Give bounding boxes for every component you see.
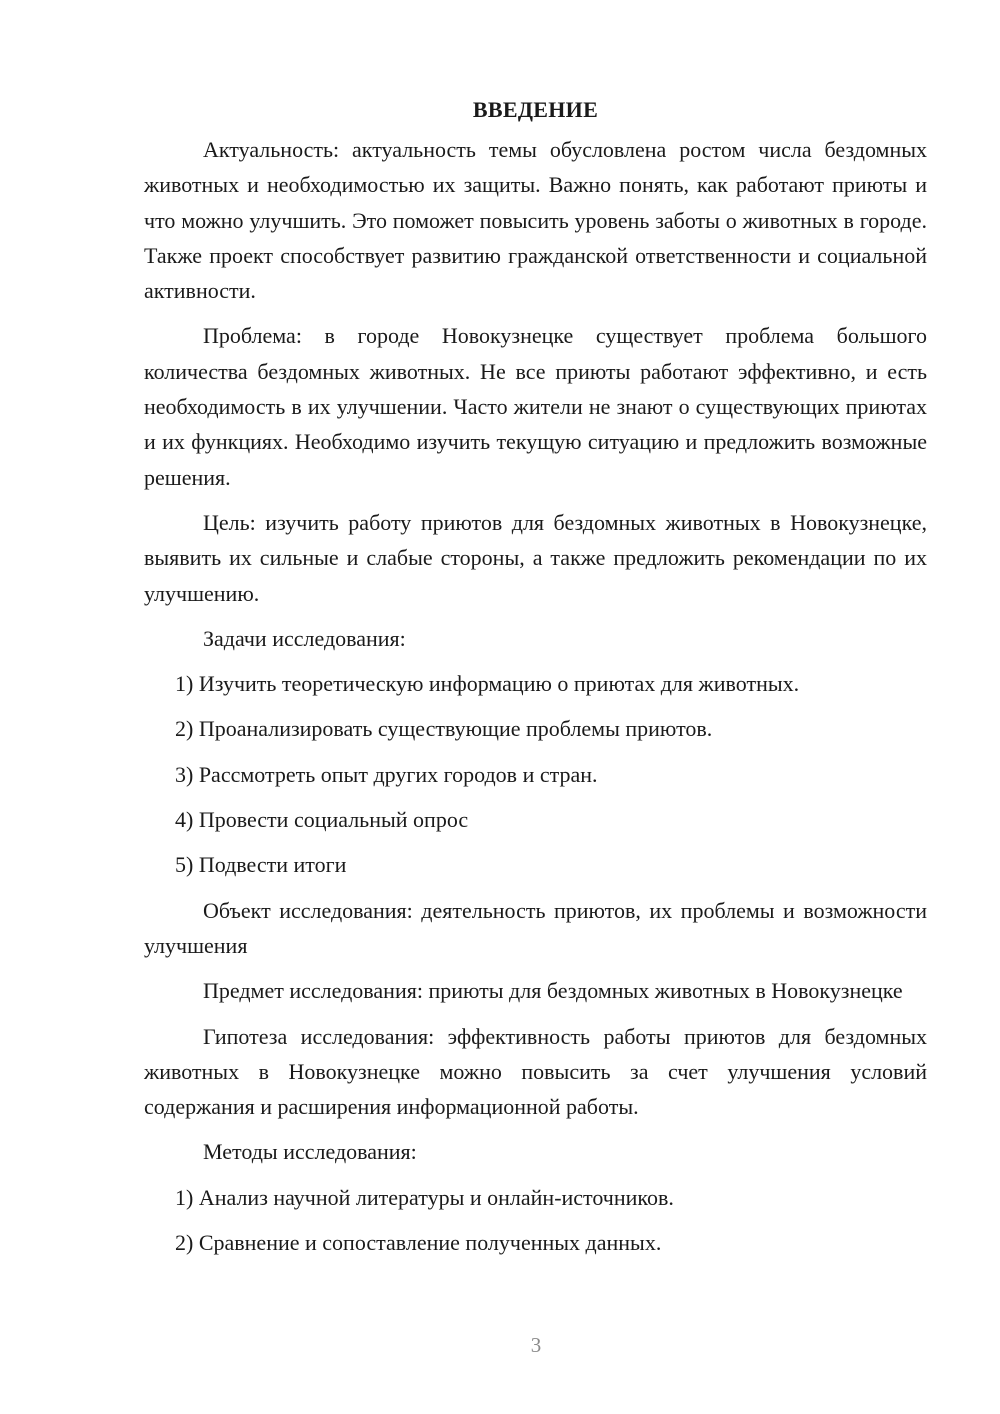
- section-heading: ВВЕДЕНИЕ: [472, 97, 599, 122]
- methods-list: [144, 1180, 927, 1261]
- list-item: 1) Анализ научной литературы и онлайн-источников.: [175, 1184, 674, 1210]
- page-number: 3: [530, 1333, 542, 1357]
- tasks-title: Задачи исследования:: [203, 625, 406, 651]
- list-item: 4) Провести социальный опрос: [175, 807, 469, 833]
- problem-paragraph: Проблема: в городе Новокузнецке существует проблема большого количества бездомных животных. Не все приюты работают эффективно, и есть необходимость в их улучшении. Часто жители не знают о существующих приютах и их функциях. Необходимо изучить текущую ситуацию и предложить возможные решения.: [144, 323, 927, 490]
- list-item: 2) Проанализировать существующие проблемы приютов.: [175, 716, 713, 742]
- subject-paragraph: Предмет исследования: приюты для бездомных животных в Новокузнецке: [203, 978, 903, 1004]
- methods-title: Методы исследования:: [203, 1139, 417, 1165]
- list-item: 1) Изучить теоретическую информацию о приютах для животных.: [175, 671, 800, 697]
- list-item: 2) Сравнение и сопоставление полученных данных.: [175, 1230, 662, 1256]
- tasks-list: [144, 666, 927, 882]
- relevance-paragraph: Актуальность: актуальность темы обусловлена ростом числа бездомных животных и необходимостью их защиты. Важно понять, как работают приюты и что можно улучшить. Это поможет повысить уровень заботы о животных в городе. Также проект способствует развитию гражданской ответственности и социальной активности.: [144, 137, 927, 304]
- object-paragraph: Объект исследования: деятельность приютов, их проблемы и возможности улучшения: [144, 897, 927, 958]
- goal-paragraph: Цель: изучить работу приютов для бездомных животных в Новокузнецке, выявить их сильные и слабые стороны, а также предложить рекомендации по их улучшению.: [144, 509, 927, 606]
- list-item: 5) Подвести итоги: [175, 852, 347, 878]
- list-item: 3) Рассмотреть опыт других городов и стран.: [175, 761, 598, 787]
- document-page: [144, 92, 927, 1270]
- hypothesis-paragraph: Гипотеза исследования: эффективность работы приютов для бездомных животных в Новокузнецке можно повысить за счет улучшения условий содержания и расширения информационной работы.: [144, 1023, 927, 1120]
